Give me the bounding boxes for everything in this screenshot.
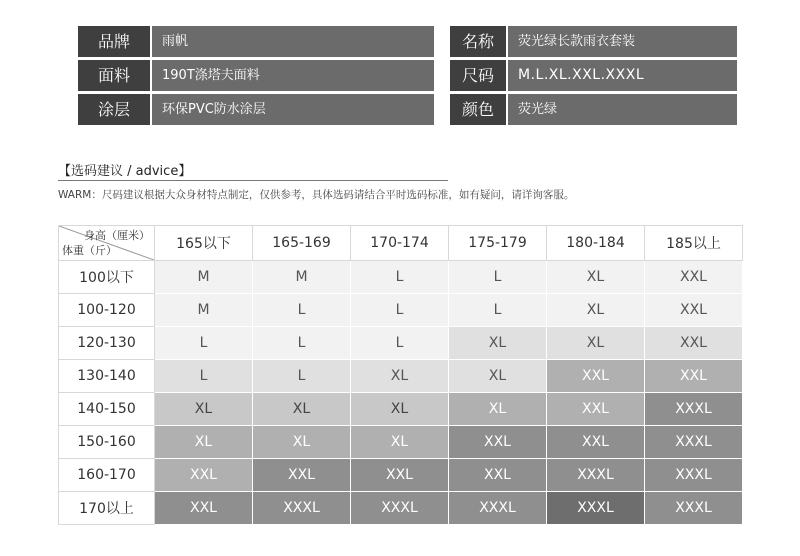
weight-header-cell: 150-160 (59, 426, 155, 459)
coating-label: 涂层 (78, 94, 150, 125)
size-cell: XXL (155, 492, 253, 525)
advice-warning-text: WARM：尺码建议根据大众身材特点制定，仅供参考，具体选码请结合平时选码标准，如有疑问，请详询客服。 (58, 189, 575, 201)
corner-weight-label: 体重（斤） (62, 244, 117, 257)
size-cell: XXL (155, 459, 253, 492)
table-row (59, 426, 743, 459)
size-cell: XL (351, 360, 449, 393)
size-cell: XXXL (351, 492, 449, 525)
size-cell: XL (155, 393, 253, 426)
size-cell: XXL (547, 426, 645, 459)
size-cell: XL (547, 261, 645, 294)
size-cell: L (351, 261, 449, 294)
size-cell: M (155, 261, 253, 294)
size-cell: M (253, 261, 351, 294)
size-cell: XXL (645, 261, 743, 294)
size-cell: L (253, 327, 351, 360)
size-value: M.L.XL.XXL.XXXL (508, 60, 737, 91)
height-header-cell: 165以下 (155, 226, 253, 261)
size-cell: XXXL (547, 492, 645, 525)
size-cell: XL (253, 426, 351, 459)
name-label: 名称 (450, 26, 506, 57)
size-cell: XL (449, 393, 547, 426)
size-cell: XXXL (645, 459, 743, 492)
size-cell: XXXL (645, 492, 743, 525)
size-cell: L (449, 261, 547, 294)
size-cell: L (351, 294, 449, 327)
size-cell: XL (253, 393, 351, 426)
size-cell: M (155, 294, 253, 327)
corner-height-label: 身高（厘米） (84, 229, 150, 242)
color-value: 荧光绿 (508, 94, 737, 125)
weight-header-cell: 130-140 (59, 360, 155, 393)
spec-row-brand (0, 26, 800, 57)
size-cell: XXL (645, 327, 743, 360)
size-cell: XXL (547, 360, 645, 393)
size-cell: XL (547, 327, 645, 360)
size-cell: XL (449, 327, 547, 360)
size-cell: XXL (449, 459, 547, 492)
size-cell: XXXL (253, 492, 351, 525)
size-cell: XXXL (645, 426, 743, 459)
weight-header-cell: 100-120 (59, 294, 155, 327)
size-cell: XL (351, 393, 449, 426)
height-header-cell: 175-179 (449, 226, 547, 261)
fabric-value: 190T涤塔夫面料 (152, 60, 434, 91)
size-cell: XXXL (449, 492, 547, 525)
table-row (59, 393, 743, 426)
table-row (59, 459, 743, 492)
height-header-row (59, 226, 743, 261)
size-cell: XL (449, 360, 547, 393)
height-header-cell: 165-169 (253, 226, 351, 261)
size-cell: XXXL (547, 459, 645, 492)
size-cell: L (449, 294, 547, 327)
size-cell: XXL (449, 426, 547, 459)
advice-title: 【选码建议 / advice】 (58, 160, 448, 181)
size-cell: L (253, 294, 351, 327)
size-cell: XXXL (645, 393, 743, 426)
size-cell: L (155, 360, 253, 393)
size-cell: XXL (645, 360, 743, 393)
weight-header-cell: 170以上 (59, 492, 155, 525)
size-cell: L (253, 360, 351, 393)
size-cell: XXL (253, 459, 351, 492)
product-spec-table (0, 26, 800, 126)
size-label: 尺码 (450, 60, 506, 91)
spec-row-coating (0, 94, 800, 125)
weight-header-cell: 120-130 (59, 327, 155, 360)
size-cell: XXL (645, 294, 743, 327)
brand-value: 雨帆 (152, 26, 434, 57)
height-header-cell: 180-184 (547, 226, 645, 261)
height-header-cell: 170-174 (351, 226, 449, 261)
weight-header-cell: 100以下 (59, 261, 155, 294)
size-chart-table (58, 225, 743, 525)
size-cell: XXL (351, 459, 449, 492)
size-cell: XL (547, 294, 645, 327)
corner-header-cell (59, 226, 155, 261)
table-row (59, 261, 743, 294)
size-cell: L (155, 327, 253, 360)
weight-header-cell: 160-170 (59, 459, 155, 492)
height-header-cell: 185以上 (645, 226, 743, 261)
weight-header-cell: 140-150 (59, 393, 155, 426)
size-cell: L (351, 327, 449, 360)
table-row (59, 327, 743, 360)
brand-label: 品牌 (78, 26, 150, 57)
table-row (59, 294, 743, 327)
coating-value: 环保PVC防水涂层 (152, 94, 434, 125)
fabric-label: 面料 (78, 60, 150, 91)
color-label: 颜色 (450, 94, 506, 125)
table-row (59, 360, 743, 393)
spec-row-fabric (0, 60, 800, 91)
name-value: 荧光绿长款雨衣套装 (508, 26, 737, 57)
size-cell: XL (155, 426, 253, 459)
table-row (59, 492, 743, 525)
size-cell: XXL (547, 393, 645, 426)
size-cell: XL (351, 426, 449, 459)
